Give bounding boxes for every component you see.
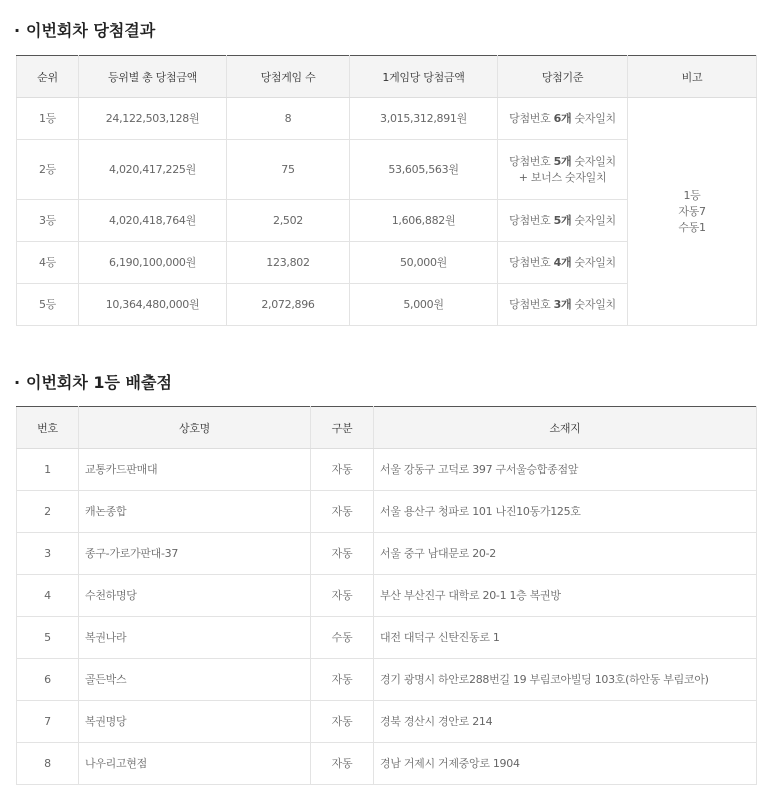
store-number-cell: 6 [17,659,79,701]
store-name-cell: 수천하명당 [79,575,311,617]
criteria-prefix: 당첨번호 [509,255,554,269]
rank-cell: 4등 [17,242,79,284]
store-row [17,449,757,491]
store-address-cell: 부산 부산진구 대학로 20-1 1층 복권방 [374,575,757,617]
criteria-count: 5개 [553,213,572,227]
store-type-cell: 자동 [311,575,374,617]
winning-games-cell: 123,802 [227,242,350,284]
criteria-cell [498,140,628,200]
store-address-cell: 서울 중구 남대문로 20-2 [374,533,757,575]
criteria-suffix: 숫자일치 [571,255,616,269]
results-section-title [14,20,155,42]
criteria-count: 6개 [553,111,572,125]
store-number-cell: 2 [17,491,79,533]
criteria-suffix: 숫자일치 [571,154,616,168]
store-type-cell: 자동 [311,491,374,533]
store-address-cell: 대전 대덕구 신탄진동로 1 [374,617,757,659]
store-row [17,491,757,533]
store-number-cell: 5 [17,617,79,659]
rank-cell: 2등 [17,140,79,200]
header-criteria: 당첨기준 [498,56,628,98]
total-prize-cell: 4,020,418,764원 [79,200,227,242]
header-remarks: 비고 [628,56,757,98]
store-number-cell: 7 [17,701,79,743]
rank-cell: 1등 [17,98,79,140]
per-game-prize-cell: 53,605,563원 [350,140,498,200]
criteria-suffix: 숫자일치 [571,213,616,227]
store-type-cell: 자동 [311,659,374,701]
store-number-cell: 1 [17,449,79,491]
winning-games-cell: 8 [227,98,350,140]
header-address: 소재지 [374,407,757,449]
criteria-bonus: + 보너스 숫자일치 [518,170,607,184]
store-address-cell: 경북 경산시 경안로 214 [374,701,757,743]
store-name-cell: 복권나라 [79,617,311,659]
store-row [17,575,757,617]
results-row [17,98,757,140]
per-game-prize-cell: 50,000원 [350,242,498,284]
store-name-cell: 나우리고현점 [79,743,311,785]
criteria-suffix: 숫자일치 [571,111,616,125]
winning-games-cell: 2,072,896 [227,284,350,326]
per-game-prize-cell: 5,000원 [350,284,498,326]
store-row [17,743,757,785]
total-prize-cell: 10,364,480,000원 [79,284,227,326]
criteria-count: 5개 [553,154,572,168]
store-type-cell: 자동 [311,701,374,743]
rank-cell: 5등 [17,284,79,326]
store-number-cell: 8 [17,743,79,785]
stores-section-title [14,372,172,394]
store-row [17,659,757,701]
total-prize-cell: 6,190,100,000원 [79,242,227,284]
header-winning-games: 당첨게임 수 [227,56,350,98]
store-row [17,617,757,659]
criteria-count: 4개 [553,255,572,269]
per-game-prize-cell: 3,015,312,891원 [350,98,498,140]
header-rank: 순위 [17,56,79,98]
bullet-icon: · [14,21,21,40]
criteria-cell [498,98,628,140]
stores-header-row [17,407,757,449]
criteria-prefix: 당첨번호 [509,154,554,168]
store-row [17,701,757,743]
remarks-auto: 자동7 [678,204,706,218]
store-name-cell: 복권명당 [79,701,311,743]
store-number-cell: 4 [17,575,79,617]
store-name-cell: 종구-가로가판대-37 [79,533,311,575]
total-prize-cell: 24,122,503,128원 [79,98,227,140]
store-type-cell: 수동 [311,617,374,659]
store-address-cell: 서울 강동구 고덕로 397 구서울승합종점앞 [374,449,757,491]
store-number-cell: 3 [17,533,79,575]
criteria-cell [498,200,628,242]
store-name-cell: 캐논종합 [79,491,311,533]
store-type-cell: 자동 [311,743,374,785]
criteria-suffix: 숫자일치 [571,297,616,311]
store-type-cell: 자동 [311,533,374,575]
per-game-prize-cell: 1,606,882원 [350,200,498,242]
bullet-icon: · [14,373,21,392]
criteria-prefix: 당첨번호 [509,111,554,125]
results-header-row [17,56,757,98]
header-per-game-prize: 1게임당 당첨금액 [350,56,498,98]
store-name-cell: 골든박스 [79,659,311,701]
criteria-cell [498,284,628,326]
remarks-cell [628,98,757,326]
store-name-cell: 교통카드판매대 [79,449,311,491]
remarks-manual: 수동1 [678,220,706,234]
store-address-cell: 경남 거제시 거제중앙로 1904 [374,743,757,785]
rank-cell: 3등 [17,200,79,242]
criteria-prefix: 당첨번호 [509,297,554,311]
header-store-name: 상호명 [79,407,311,449]
winning-games-cell: 75 [227,140,350,200]
results-table [16,55,757,326]
header-type: 구분 [311,407,374,449]
header-total-prize: 등위별 총 당첨금액 [79,56,227,98]
stores-section-title-text: 이번회차 1등 배출점 [26,373,172,392]
stores-table [16,406,757,785]
store-address-cell: 경기 광명시 하안로288번길 19 부림코아빌딩 103호(하안동 부림코아) [374,659,757,701]
store-address-cell: 서울 용산구 청파로 101 나진10동가125호 [374,491,757,533]
criteria-prefix: 당첨번호 [509,213,554,227]
criteria-cell [498,242,628,284]
store-row [17,533,757,575]
store-type-cell: 자동 [311,449,374,491]
results-section-title-text: 이번회차 당첨결과 [26,21,156,40]
winning-games-cell: 2,502 [227,200,350,242]
header-number: 번호 [17,407,79,449]
criteria-count: 3개 [553,297,572,311]
remarks-rank: 1등 [683,188,701,202]
total-prize-cell: 4,020,417,225원 [79,140,227,200]
